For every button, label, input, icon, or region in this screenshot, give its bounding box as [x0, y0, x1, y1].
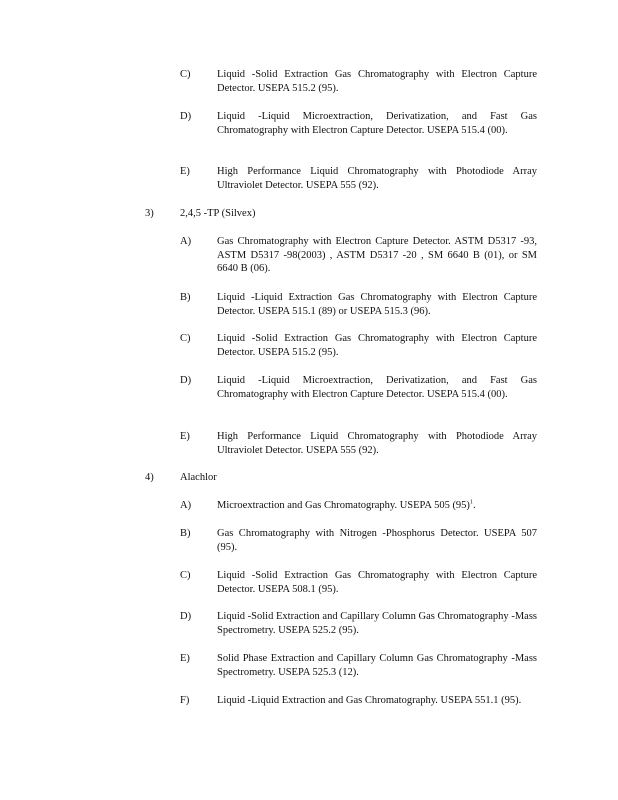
footnote-marker: 1: [469, 499, 473, 506]
item-label: D): [180, 611, 192, 622]
item-label: C): [180, 69, 191, 80]
item-text: Liquid -Liquid Microextraction, Derivatization, and Fast Gas Chromatography with Electron Capture Detector. USEPA 515.4 (00).: [217, 375, 537, 400]
section-number: 4): [145, 472, 154, 483]
item-label: F): [180, 695, 190, 706]
item-text: Liquid -Solid Extraction Gas Chromatography with Electron Capture Detector. USEPA 515.2 (95).: [217, 69, 537, 94]
item-text: Liquid -Liquid Extraction Gas Chromatography with Electron Capture Detector. USEPA 515.1 (89) or USEPA 515.3 (96).: [217, 292, 537, 317]
item-label: D): [180, 375, 192, 386]
item-label: A): [180, 236, 192, 247]
item-text: Gas Chromatography with Nitrogen -Phosphorus Detector. USEPA 507 (95).: [217, 528, 537, 553]
item-text-with-footnote: [217, 499, 537, 513]
item-text: Liquid -Solid Extraction Gas Chromatography with Electron Capture Detector. USEPA 515.2 (95).: [217, 333, 537, 358]
item-text: Liquid -Solid Extraction Gas Chromatography with Electron Capture Detector. USEPA 508.1 (95).: [217, 570, 537, 595]
item-text: Liquid -Liquid Microextraction, Derivatization, and Fast Gas Chromatography with Electron Capture Detector. USEPA 515.4 (00).: [217, 111, 537, 136]
item-label: B): [180, 292, 191, 303]
item-label: C): [180, 570, 191, 581]
item-label: E): [180, 166, 190, 177]
item-text: Microextraction and Gas Chromatography. USEPA 505 (95): [217, 500, 470, 511]
item-text: High Performance Liquid Chromatography with Photodiode Array Ultraviolet Detector. USEPA 555 (92).: [217, 431, 537, 456]
item-label: E): [180, 653, 190, 664]
item-label: C): [180, 333, 191, 344]
item-text: Gas Chromatography with Electron Capture Detector. ASTM D5317 -93, ASTM D5317 -98(2003) , ASTM D5317 -20 , SM 6640 B (01), or SM 6640 B (06).: [217, 236, 537, 274]
section-title: Alachlor: [180, 472, 217, 483]
item-text: Solid Phase Extraction and Capillary Column Gas Chromatography -Mass Spectrometry. USEPA 525.3 (12).: [217, 653, 537, 678]
item-text: High Performance Liquid Chromatography with Photodiode Array Ultraviolet Detector. USEPA 555 (92).: [217, 166, 537, 191]
item-label: D): [180, 111, 192, 122]
section-number: 3): [145, 208, 154, 219]
item-label: E): [180, 431, 190, 442]
section-title: 2,4,5 -TP (Silvex): [180, 208, 256, 219]
item-text-end: .: [472, 500, 476, 511]
item-label: B): [180, 528, 191, 539]
item-label: A): [180, 500, 192, 511]
item-text: Liquid -Liquid Extraction and Gas Chromatography. USEPA 551.1 (95).: [217, 695, 522, 706]
item-text: Liquid -Solid Extraction and Capillary Column Gas Chromatography -Mass Spectrometry. USEPA 525.2 (95).: [217, 611, 537, 636]
